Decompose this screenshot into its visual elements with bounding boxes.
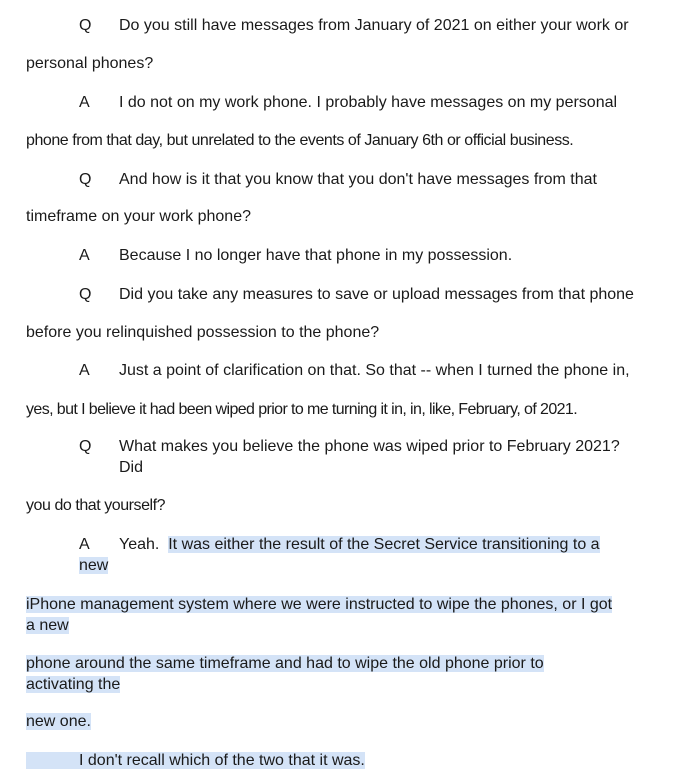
- highlighted-text: activating the: [26, 676, 121, 693]
- continuation-line: personal phones?: [26, 55, 154, 72]
- highlighted-line: [26, 654, 544, 674]
- speaker-q: Q: [79, 286, 92, 303]
- highlighted-text: phone around the same timeframe and had to wipe the old phone prior to: [26, 655, 544, 672]
- question-text: And how is it that you know that you don't have messages from that: [119, 171, 597, 188]
- highlighted-wrap-line: [26, 675, 120, 695]
- continuation-line: phone from that day, but unrelated to the events of January 6th or official business.: [26, 132, 574, 149]
- question-line: [79, 437, 620, 457]
- continuation-line: before you relinquished possession to the phone?: [26, 324, 380, 341]
- speaker-a: A: [79, 94, 90, 111]
- highlighted-text: a new: [26, 617, 69, 634]
- answer-text: Because I no longer have that phone in my possession.: [119, 247, 513, 264]
- answer-line: [79, 535, 600, 555]
- speaker-a: A: [79, 247, 90, 264]
- highlighted-line: [26, 751, 365, 771]
- speaker-q: Q: [79, 438, 92, 455]
- answer-line: [79, 246, 512, 266]
- question-line: [79, 170, 597, 190]
- answer-text: I do not on my work phone. I probably have messages on my personal: [119, 94, 618, 111]
- highlighted-text: It was either the result of the Secret Service transitioning to a: [168, 536, 600, 553]
- question-wrap-text: Did: [119, 459, 144, 476]
- speaker-q: Q: [79, 17, 92, 34]
- question-line: [79, 16, 629, 36]
- continuation-line: yes, but I believe it had been wiped prior to me turning it in, in, like, February, of 2021.: [26, 401, 578, 418]
- highlighted-line: [26, 595, 612, 615]
- answer-lead-text: Yeah.: [119, 536, 160, 553]
- speaker-q: Q: [79, 171, 92, 188]
- highlighted-text: iPhone management system where we were instructed to wipe the phones, or I got: [26, 596, 613, 613]
- question-text: Do you still have messages from January of 2021 on either your work or: [119, 17, 629, 34]
- speaker-a: A: [79, 362, 90, 379]
- answer-text: Just a point of clarification on that. So that -- when I turned the phone in,: [119, 362, 630, 379]
- question-text: Did you take any measures to save or upload messages from that phone: [119, 286, 634, 303]
- highlighted-wrap-text: [79, 556, 108, 576]
- highlighted-text: I don't recall which of the two that it was.: [26, 752, 365, 769]
- highlighted-text: new one.: [26, 713, 91, 730]
- speaker-a: A: [79, 536, 90, 553]
- highlighted-line: [26, 712, 91, 732]
- question-text: What makes you believe the phone was wiped prior to February 2021?: [119, 438, 620, 455]
- continuation-line: you do that yourself?: [26, 497, 166, 514]
- continuation-line: timeframe on your work phone?: [26, 208, 251, 225]
- answer-line: [79, 93, 617, 113]
- answer-line: [79, 361, 630, 381]
- highlighted-wrap-line: [26, 616, 69, 636]
- highlighted-text: new: [79, 557, 109, 574]
- question-line: [79, 285, 634, 305]
